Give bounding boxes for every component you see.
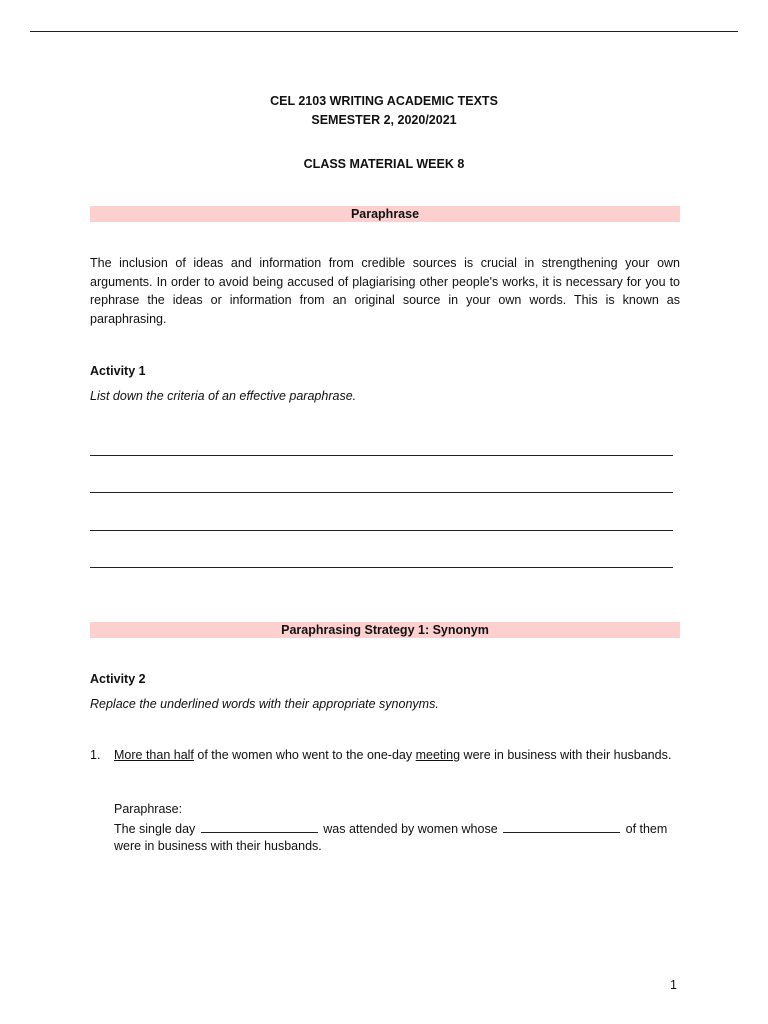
blank-1[interactable] — [201, 821, 318, 833]
answer-line-2[interactable] — [90, 492, 673, 493]
sentence-text: were in business with their husbands. — [460, 748, 672, 762]
page-number: 1 — [670, 978, 677, 992]
semester-title: SEMESTER 2, 2020/2021 — [311, 113, 457, 127]
item-sentence — [114, 747, 680, 764]
item-number: 1. — [90, 748, 101, 762]
paraphrase-text: The single day — [114, 822, 199, 836]
material-title: CLASS MATERIAL WEEK 8 — [303, 157, 465, 171]
underlined-phrase: More than half — [114, 748, 194, 762]
answer-line-1[interactable] — [90, 455, 673, 456]
sentence-text: of the women who went to the one-day — [193, 748, 416, 762]
answer-line-3[interactable] — [90, 530, 673, 531]
paraphrase-text: was attended by women whose — [319, 822, 502, 836]
paraphrase-sentence — [114, 821, 680, 855]
activity-2-instruction: Replace the underlined words with their appropriate synonyms. — [90, 697, 439, 711]
course-title: CEL 2103 WRITING ACADEMIC TEXTS — [270, 94, 498, 108]
top-rule — [30, 31, 738, 32]
section-banner-strategy-1: Paraphrasing Strategy 1: Synonym — [90, 622, 680, 638]
underlined-word: meeting — [415, 748, 461, 762]
blank-2[interactable] — [503, 821, 620, 833]
section-banner-paraphrase: Paraphrase — [90, 206, 680, 222]
answer-line-4[interactable] — [90, 567, 673, 568]
intro-paragraph: The inclusion of ideas and information from credible sources is crucial in strengthening your own arguments. In order to avoid being accused of plagiarising other people's works, it is necessary for you to rephrase the ideas or information from an original source in your own words. This is known as paraphrasing. — [90, 256, 680, 326]
activity-1-title: Activity 1 — [90, 364, 146, 378]
activity-1-instruction: List down the criteria of an effective paraphrase. — [90, 389, 357, 403]
paraphrase-text: of them were in business with their husbands. — [114, 822, 668, 853]
activity-2-title: Activity 2 — [90, 672, 146, 686]
paraphrase-label: Paraphrase: — [114, 802, 183, 816]
